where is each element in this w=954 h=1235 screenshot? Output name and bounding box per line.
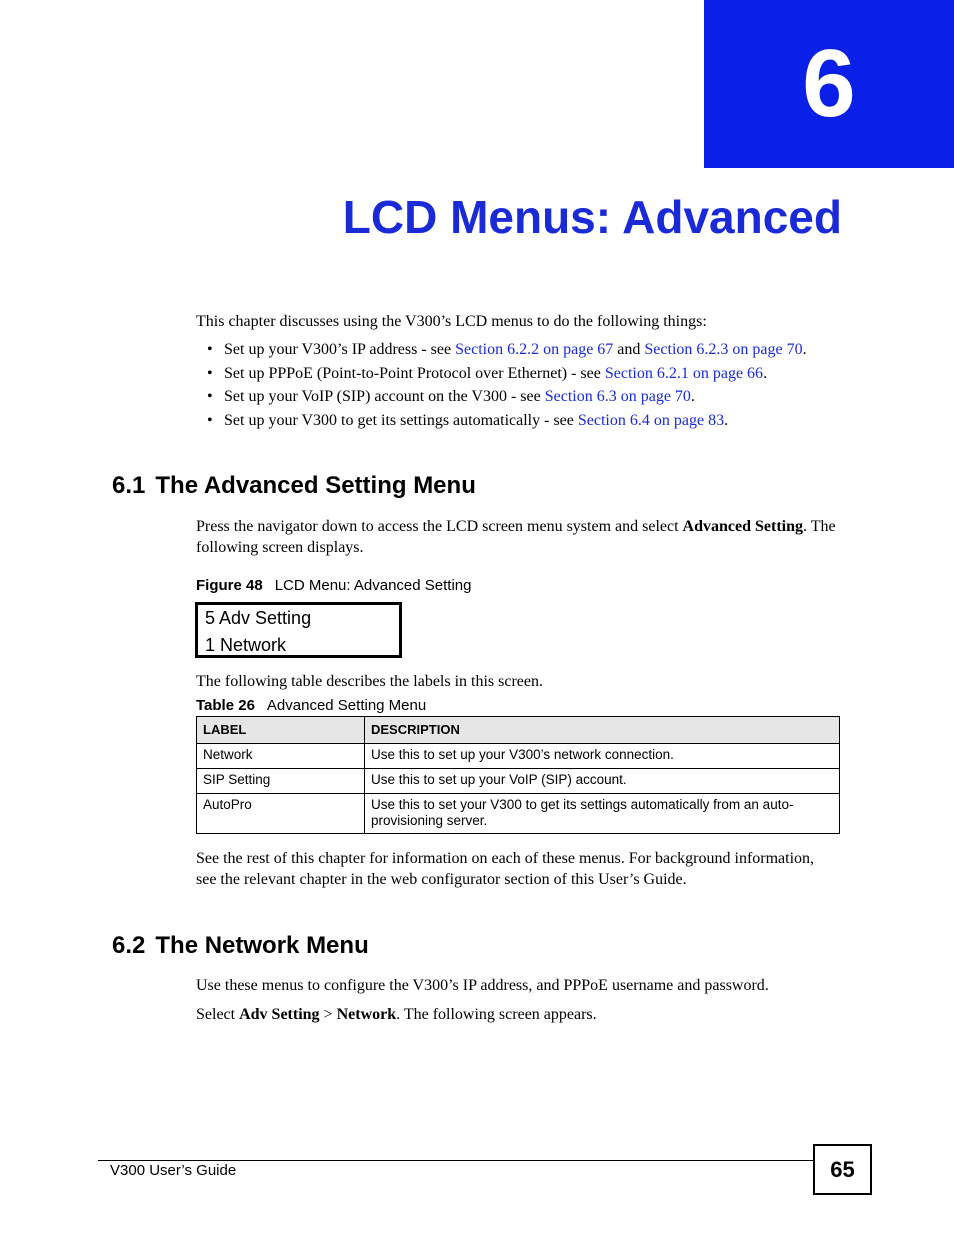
- page-number: 65: [830, 1156, 855, 1182]
- intro-paragraph: This chapter discusses using the V300’s LCD menus to do the following things:: [196, 313, 707, 330]
- table-cell: SIP Setting: [197, 769, 365, 794]
- section2-paragraph: Use these menus to configure the V300’s IP address, and PPPoE username and password.: [196, 977, 769, 994]
- page-number-box: [813, 1144, 872, 1195]
- table-row: [197, 744, 840, 769]
- lcd-screen: [195, 602, 402, 658]
- table-cell: Network: [197, 744, 365, 769]
- table-row: [197, 794, 840, 834]
- task-list: [196, 338, 876, 432]
- table-cell: Use this to set up your VoIP (SIP) account.: [365, 769, 840, 794]
- section-link[interactable]: Section 6.2.1 on page 66: [604, 364, 764, 382]
- footer-guide-title: V300 User’s Guide: [110, 1162, 237, 1179]
- section-link[interactable]: Section 6.2.3 on page 70: [644, 341, 803, 358]
- list-item: • Set up your V300’s IP address - see Section 6.2.2 on page 67 and Section 6.2.3 on page 70.: [196, 338, 876, 362]
- section1-paragraph: Press the navigator down to access the LCD screen menu system and select Advanced Setting. The following screen displays.: [196, 518, 836, 556]
- chapter-number-box: [704, 0, 954, 168]
- chapter-number: 6: [802, 30, 856, 137]
- table-cell: AutoPro: [197, 794, 365, 834]
- table-header-row: [197, 717, 840, 744]
- section-link[interactable]: Section 6.3 on page 70: [544, 388, 691, 405]
- advanced-setting-table: [196, 716, 840, 834]
- table-intro: The following table describes the labels in this screen.: [196, 673, 544, 690]
- table-cell: Use this to set up your V300’s network connection.: [365, 744, 840, 769]
- figure-caption: Figure 48 LCD Menu: Advanced Setting: [196, 577, 472, 594]
- chapter-title: LCD Menus: Advanced: [342, 191, 842, 243]
- section-link[interactable]: Section 6.4 on page 83: [577, 411, 725, 429]
- table-caption: Table 26 Advanced Setting Menu: [196, 697, 427, 714]
- list-item: • Set up your V300 to get its settings automatically - see Section 6.4 on page 83.: [196, 409, 876, 433]
- table-cell: Use this to set your V300 to get its settings automatically from an auto-provisioning server.: [365, 794, 840, 834]
- footer-rule: [98, 1160, 814, 1161]
- section1-closing: See the rest of this chapter for information on each of these menus. For background information, see the relevant chapter in the web configurator section of this User’s Guide.: [196, 850, 815, 888]
- section-link[interactable]: Section 6.2.2 on page 67: [455, 341, 614, 358]
- column-header: LABEL: [197, 717, 365, 744]
- lcd-line: 5 Adv Setting: [205, 608, 312, 628]
- section2-instruction: Select Adv Setting > Network. The following screen appears.: [196, 1006, 597, 1023]
- column-header: DESCRIPTION: [365, 717, 840, 744]
- lcd-line: 1 Network: [205, 635, 287, 655]
- table-row: [197, 769, 840, 794]
- list-item: • Set up your VoIP (SIP) account on the V300 - see Section 6.3 on page 70.: [196, 385, 876, 409]
- list-item: • Set up PPPoE (Point-to-Point Protocol over Ethernet) - see Section 6.2.1 on page 66.: [196, 362, 876, 386]
- section-heading-6-1: 6.1 The Advanced Setting Menu: [112, 472, 476, 499]
- section-heading-6-2: 6.2 The Network Menu: [112, 932, 369, 959]
